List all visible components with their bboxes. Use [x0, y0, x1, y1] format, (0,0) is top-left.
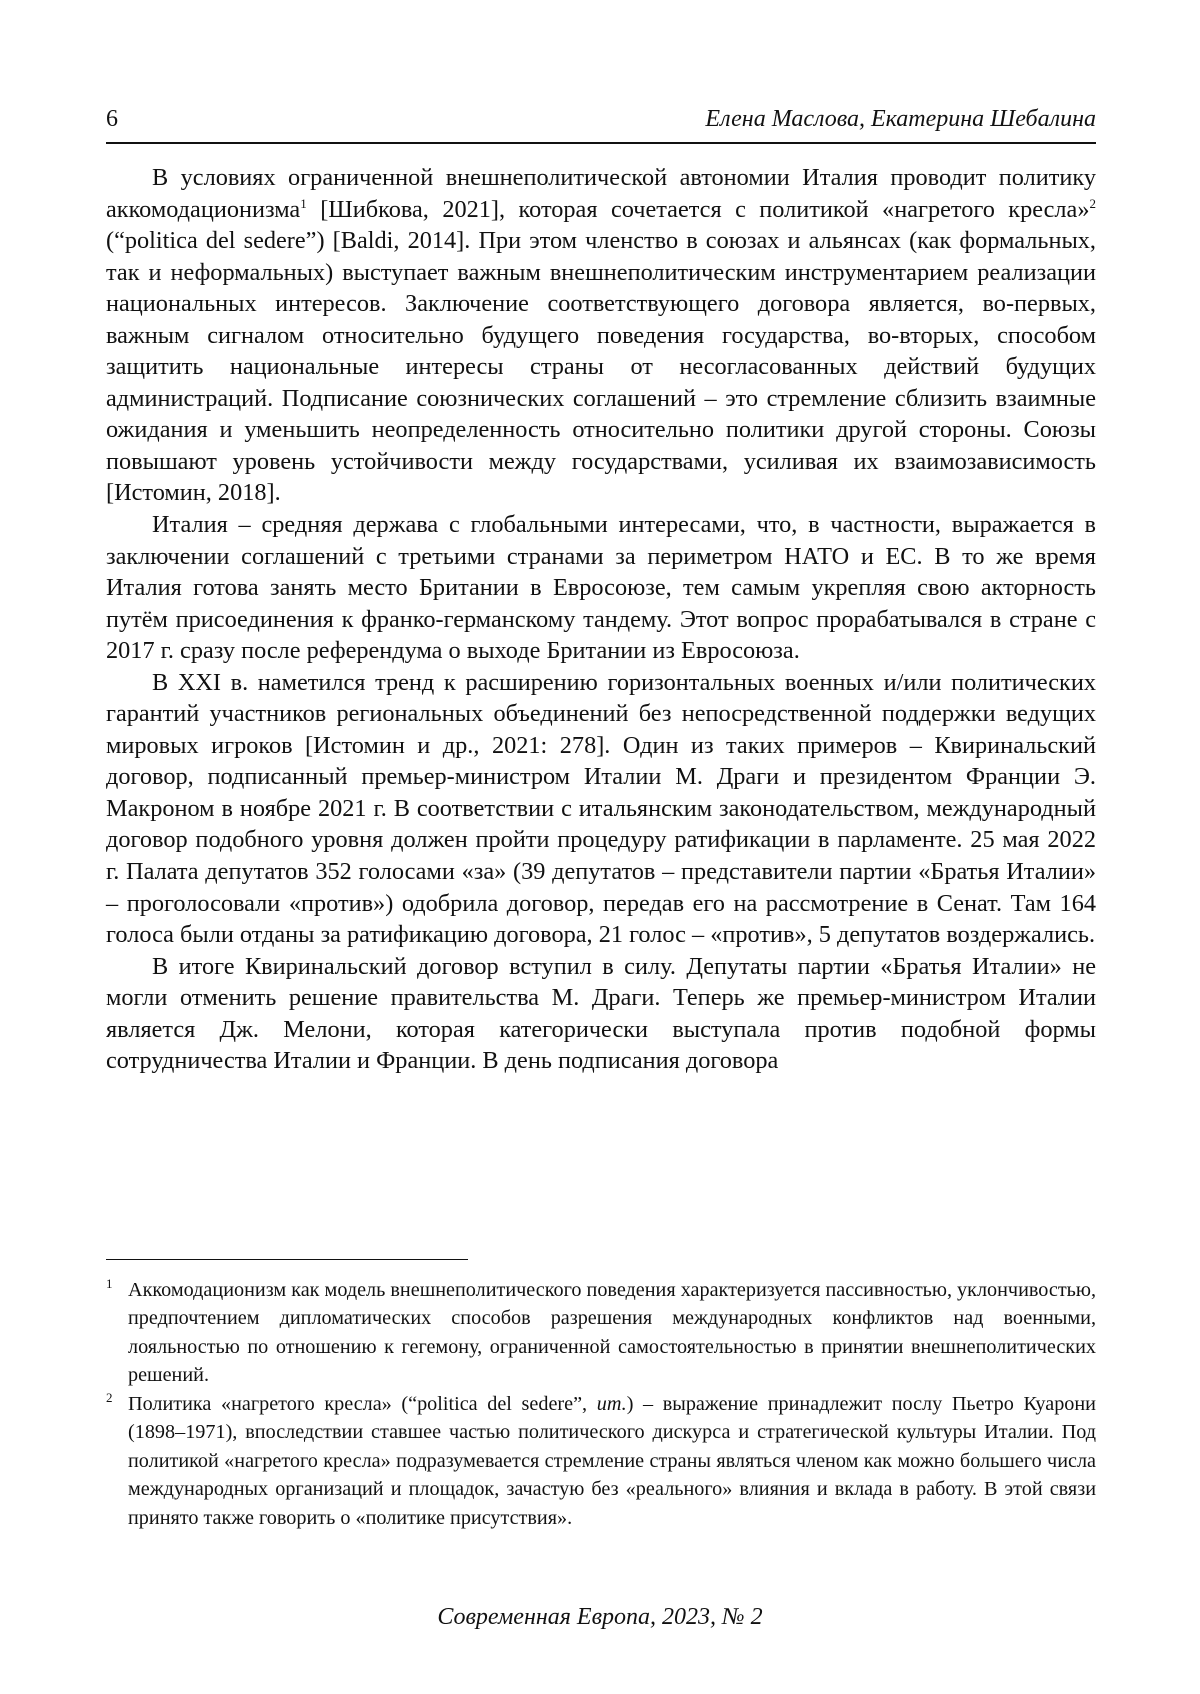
paragraph-1-part-c: (“politica del sedere”) [Baldi, 2014]. При этом членство в союзах и альянсах (как формальных, так и неформальных) выступает важным внешнеполитическим инструментарием реализации национальных интересов. Заключение соответствующего договора является, во-первых, важным сигналом относительно будущего поведения государства, во-вторых, способом защитить национальные интересы страны от несогласованных действий будущих администраций. Подписание союзнических соглашений – это стремление сблизить взаимные ожидания и уменьшить неопределенность относительно политики другой стороны. Союзы повышают уровень устойчивости между государствами, усиливая их взаимозависимость [Истомин, 2018]. — [106, 227, 1096, 507]
footnote-2-abbrev: ит. — [596, 1392, 627, 1415]
paragraph-2: Италия – средняя держава с глобальными интересами, что, в частности, выражается в заключении соглашений с третьими странами за периметром НАТО и ЕС. В то же время Италия готова занять место Британии в Евросоюзе, тем самым укрепляя свою акторность путём присоединения к франко-германскому тандему. Этот вопрос прорабатывался в стране с 2017 г. сразу после референдума о выходе Британии из Евросоюза. — [106, 511, 1096, 665]
footnote-1-text: Аккомодационизм как модель внешнеполитического поведения характеризуется пассивностью, уклончивостью, предпочтением дипломатических способов разрешения международных конфликтов над военными, лояльностью по отношению к гегемону, ограниченной самостоятельностью в принятии внешнеполитических решений. — [128, 1279, 1096, 1387]
running-header-authors: Елена Маслова, Екатерина Шебалина — [705, 106, 1096, 132]
footnote-2 — [106, 1390, 1096, 1532]
paragraph-3: В XXI в. наметился тренд к расширению горизонтальных военных и/или политических гарантий участников региональных объединений без непосредственной поддержки ведущих мировых игроков [Истомин и др., 2021: 278]. Один из таких примеров – Квиринальский договор, подписанный премьер-министром Италии М. Драги и президентом Франции Э. Макроном в ноябре 2021 г. В соответствии с итальянским законодательством, международный договор подобного уровня должен пройти процедуру ратификации в парламенте. 25 мая 2022 г. Палата депутатов 352 голосами «за» (39 депутатов – представители партии «Братья Италии» – проголосовали «против») одобрила договор, передав его на рассмотрение в Сенат. Там 164 голоса были отданы за ратификацию договора, 21 голос – «против», 5 депутатов воздержались. — [106, 668, 1096, 949]
paragraph-1-part-a: В условиях ограниченной внешнеполитической автономии Италия проводит политику аккомодационизма — [106, 164, 1096, 223]
running-header — [106, 106, 1096, 144]
footnote-separator — [106, 1259, 468, 1260]
page-number: 6 — [106, 106, 118, 132]
footnote-ref-1[interactable]: 1 — [300, 195, 307, 211]
paragraph-4: В итоге Квиринальский договор вступил в силу. Депутаты партии «Братья Италии» не могли отменить решение правительства М. Драги. Теперь же премьер-министром Италии является Дж. Мелони, которая категорически выступала против подобной формы сотрудничества Италии и Франции. В день подписания договора — [106, 952, 1096, 1075]
footnote-ref-2[interactable]: 2 — [1089, 195, 1096, 211]
main-text — [106, 162, 1096, 1077]
footnote-number: 2 — [106, 1389, 113, 1405]
footnotes — [106, 1276, 1096, 1532]
journal-footer: Современная Европа, 2023, № 2 — [437, 1604, 763, 1630]
footnote-2-text-b: ) – выражение принадлежит послу Пьетро Куарони (1898–1971), впоследствии ставшее частью политического дискурса и стратегической культуры Италии. Под политикой «нагретого кресла» подразумевается стремление страны являться членом как можно большего числа международных организаций и площадок, зачастую без «реального» влияния и вклада в работу. В этой связи принято также говорить о «политике присутствия». — [128, 1392, 1096, 1529]
footnote-1 — [106, 1276, 1096, 1390]
footnote-2-text-a: Политика «нагретого кресла» (“politica del sedere”, — [128, 1392, 597, 1415]
paragraph-1 — [106, 162, 1096, 509]
footnote-number: 1 — [106, 1276, 113, 1291]
paragraph-1-part-b: [Шибкова, 2021], которая сочетается с политикой «нагретого кресла» — [306, 195, 1090, 223]
